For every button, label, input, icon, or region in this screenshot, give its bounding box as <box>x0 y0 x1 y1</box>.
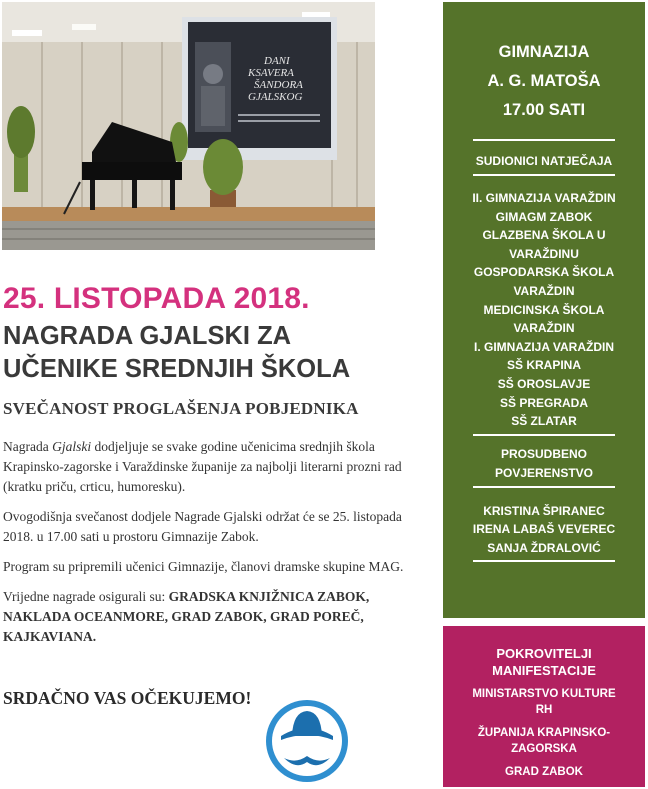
jury-member: IRENA LABAŠ VEVEREC <box>472 522 616 537</box>
venue-line1: GIMNAZIJA <box>498 43 590 61</box>
p4-before: Vrijedne nagrade osigurali su: <box>3 589 169 604</box>
venue-time: 17.00 SATI <box>502 101 586 119</box>
p1-after: dodjeljuje se svake godine učenicima srednjih škola Krapinsko-zagorske i Varaždinske županije za najbolji literarni prozni rad (kratku priču, crticu, humoresku). <box>3 439 402 494</box>
sponsor-item <box>443 686 645 718</box>
sponsor-item <box>443 725 645 757</box>
sponsors-list <box>443 686 645 780</box>
sponsor-item <box>443 764 645 780</box>
p1-before: Nagrada <box>3 439 53 454</box>
p4-prize-sponsors: GRADSKA KNJIŽNICA ZABOK, NAKLADA OCEANMORE, GRAD ZABOK, GRAD POREČ, KAJKAVIANA. <box>3 589 370 644</box>
paragraph-program: Program su pripremili učenici Gimnazije, članovi dramske skupine MAG. <box>3 559 404 574</box>
sponsor-city: GRAD ZABOK <box>505 766 583 778</box>
divider <box>473 434 615 436</box>
sponsors-title-line1: POKROVITELJI <box>496 646 592 661</box>
participants-list <box>443 189 645 431</box>
screen-text-2: KSAVERA <box>248 67 294 79</box>
divider <box>473 174 615 176</box>
welcome-text: SRDAČNO VAS OČEKUJEMO! <box>3 688 252 708</box>
info-panel-green <box>443 2 645 618</box>
school-item: VARAŽDIN <box>513 283 575 298</box>
school-item: SŠ OROSLAVJE <box>497 376 591 391</box>
jury-list <box>443 502 645 558</box>
paragraph-prizes <box>3 587 423 647</box>
paragraph-about <box>3 437 423 497</box>
event-date: 25. LISTOPADA 2018. <box>3 282 310 315</box>
screen-text-1: DANI <box>264 55 290 67</box>
sponsors-title <box>443 645 645 679</box>
event-photo <box>2 2 375 250</box>
school-item: SŠ PREGRADA <box>499 395 588 410</box>
sponsor-county-line1: ŽUPANIJA KRAPINSKO- <box>477 727 611 739</box>
p1-award-name: Gjalski <box>52 439 92 454</box>
sponsor-county-line2: ZAGORSKA <box>511 743 577 755</box>
school-item: GIMAGM ZABOK <box>495 209 593 224</box>
award-title <box>3 320 433 386</box>
school-item: I. GIMNAZIJA VARAŽDIN <box>474 339 614 354</box>
jury-title-line1: PROSUDBENO <box>500 446 587 461</box>
divider <box>473 560 615 562</box>
school-item: SŠ KRAPINA <box>506 358 581 373</box>
school-item: SŠ ZLATAR <box>511 414 577 429</box>
school-item: II. GIMNAZIJA VARAŽDIN <box>472 191 616 205</box>
paragraph-ceremony: Ovogodišnja svečanost dodjele Nagrade Gjalski održat će se 25. listopada 2018. u 17.00 sati u prostoru Gimnazije Zabok. <box>3 509 402 544</box>
participants-title: SUDIONICI NATJEČAJA <box>475 154 613 168</box>
school-item: GLAZBENA ŠKOLA U <box>482 228 606 243</box>
sponsor-ministry-line1: MINISTARSTVO KULTURE <box>472 688 616 700</box>
divider <box>473 139 615 141</box>
jury-title-line2: POVJERENSTVO <box>494 465 594 480</box>
venue-block <box>443 38 645 125</box>
hall-illustration <box>2 2 375 250</box>
school-item: GOSPODARSKA ŠKOLA <box>473 265 615 280</box>
sponsors-panel <box>443 626 645 787</box>
screen-text-4: GJALSKOG <box>248 91 303 103</box>
jury-member: KRISTINA ŠPIRANEC <box>483 503 605 518</box>
description <box>3 437 423 657</box>
ceremony-subtitle: SVEČANOST PROGLAŠENJA POBJEDNIKA <box>3 399 359 418</box>
school-item: VARAŽDIN <box>513 321 575 336</box>
school-item: MEDICINSKA ŠKOLA <box>483 302 605 317</box>
sponsors-title-line2: MANIFESTACIJE <box>492 663 596 678</box>
award-title-line1: NAGRADA GJALSKI ZA <box>3 322 292 350</box>
screen-text-3: ŠANDORA <box>254 79 303 91</box>
gjalski-logo <box>266 700 348 782</box>
sponsor-ministry-line2: RH <box>535 704 553 716</box>
jury-title <box>443 445 645 483</box>
award-title-line2: UČENIKE SREDNJIH ŠKOLA <box>3 355 351 383</box>
jury-member: SANJA ŽDRALOVIĆ <box>487 540 601 555</box>
venue-line2: A. G. MATOŠA <box>487 72 601 90</box>
divider <box>473 486 615 488</box>
school-item: VARAŽDINU <box>509 246 579 261</box>
